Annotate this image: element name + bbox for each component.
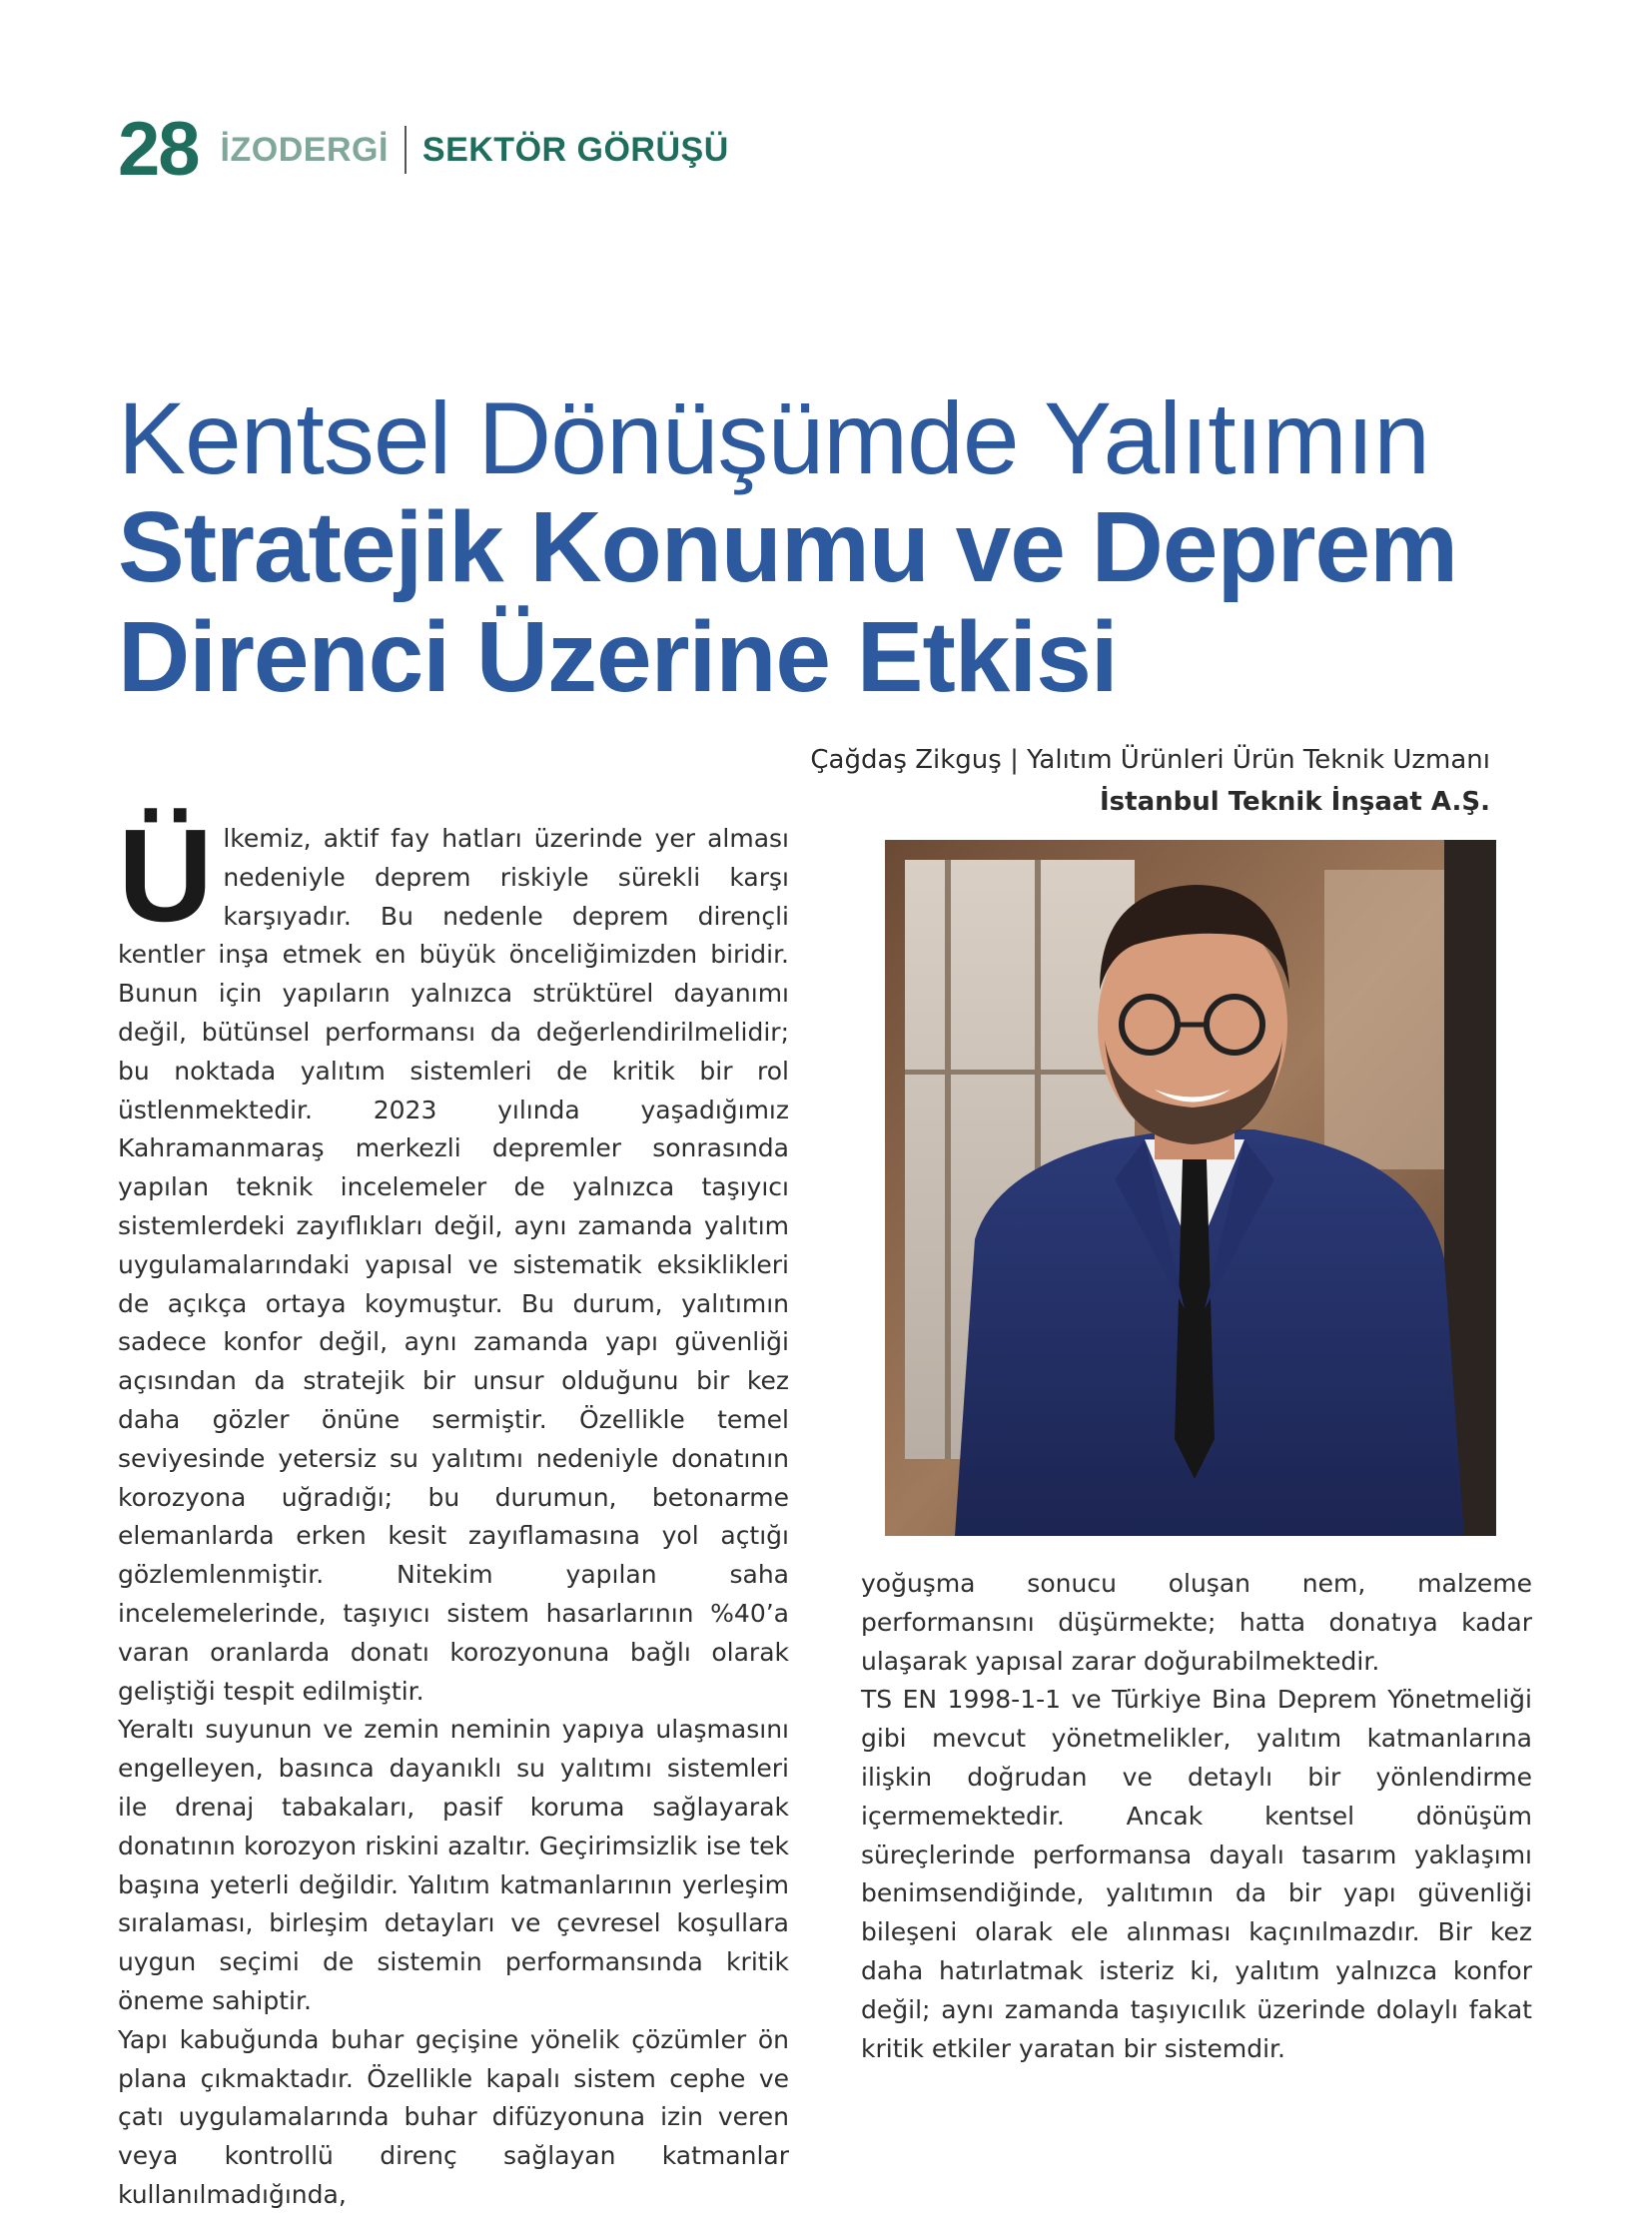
header-divider xyxy=(405,126,407,174)
paragraph: Yeraltı suyunun ve zemin neminin yapıya ulaşmasını engelleyen, basınca dayanıklı su yalıtımı sistemleri ile drenaj tabakaları, pasif koruma sağlayarak donatının korozyon riskini azaltır. Geçirimsizlik ise tek başına yeterli değildir. Yalıtım katmanlarının yerleşim sıralaması, birleşim detayları ve çevresel koşullara uygun seçimi de sistemin performansında kritik öneme sahiptir. xyxy=(118,1715,789,2015)
paragraph xyxy=(118,802,789,1711)
author-byline: Çağdaş Zikguş | Yalıtım Ürünleri Ürün Teknik Uzmanı xyxy=(810,745,1490,775)
author-company: İstanbul Teknik İnşaat A.Ş. xyxy=(1099,787,1490,817)
author-photo xyxy=(885,840,1496,1536)
paragraph-text: lkemiz, aktif fay hatları üzerinde yer alması nedeniyle deprem riskiyle sürekli karşı karşıyadır. Bu nedenle deprem dirençli kentler inşa etmek en büyük önceliğimizden biridir. Bunun için yapıların yalnızca strüktürel dayanımı değil, bütünsel performansı da değerlendirilmelidir; bu noktada yalıtım sistemleri de kritik bir rol üstlenmektedir. 2023 yılında yaşadığımız Kahramanmaraş merkezli depremler sonrasında yapılan teknik incelemeler de yalnızca taşıyıcı sistemlerdeki zayıflıkları değil, aynı zamanda yalıtım uygulamalarındaki yapısal ve sistematik eksiklikleri de açıkça ortaya koymuştur. Bu durum, yalıtımın sadece konfor değil, aynı zamanda yapı güvenliği açısından da stratejik bir unsur olduğunu bir kez daha gözler önüne sermiştir. Özellikle temel seviyesinde yetersiz su yalıtımı nedeniyle donatının korozyona uğradığı; bu durumun, betonarme elemanlarda erken kesit zayıflamasına yol açtığı gözlemlenmiştir. Nitekim yapılan saha incelemelerinde, taşıyıcı sistem hasarlarının %40’a varan oranlarda donatı korozyonuna bağlı olarak geliştiği tespit edilmiştir. xyxy=(118,824,789,1706)
paragraph: Yapı kabuğunda buhar geçişine yönelik çözümler ön plana çıkmaktadır. Özellikle kapalı sistem cephe ve çatı uygulamalarında buhar difüzyonuna izin veren veya kontrollü direnç sağlayan katmanlar kullanılmadığında, xyxy=(118,2024,789,2209)
drop-cap: Ü xyxy=(118,802,214,949)
title-line-1: Kentsel Dönüşümde Yalıtımın xyxy=(118,381,1429,495)
paragraph: TS EN 1998-1-1 ve Türkiye Bina Deprem Yönetmeliği gibi mevcut yönetmelikler, yalıtım katmanlarına ilişkin doğrudan ve detaylı bir yönlendirme içermemektedir. Ancak kentsel dönüşüm süreçlerinde performansa dayalı tasarım yaklaşımı benimsendiğinde, yalıtımın da bir yapı güvenliği bileşeni olarak ele alınması kaçınılmazdır. Bir kez daha hatırlatmak isteriz ki, yalıtım yalnızca konfor değil; aynı zamanda taşıyıcılık üzerinde dolaylı fakat kritik etkiler yaratan bir sistemdir. xyxy=(861,1685,1532,2063)
title-line-3: Direnci Üzerine Etkisi xyxy=(118,601,1118,713)
article-title xyxy=(118,381,1576,713)
article-column-right xyxy=(861,1565,1532,2068)
author-photo-illustration xyxy=(885,840,1496,1536)
paragraph: yoğuşma sonucu oluşan nem, malzeme performansını düşürmekte; hatta donatıya kadar ulaşarak yapısal zarar doğurabilmektedir. xyxy=(861,1569,1532,1676)
page-number: 28 xyxy=(118,107,199,192)
magazine-name: İZODERGİ xyxy=(220,130,389,169)
author-block xyxy=(810,739,1490,823)
page-header xyxy=(118,107,729,192)
article-column-left xyxy=(118,802,789,2215)
section-name: SEKTÖR GÖRÜŞÜ xyxy=(421,130,729,169)
title-line-2: Stratejik Konumu ve Deprem xyxy=(118,491,1458,603)
